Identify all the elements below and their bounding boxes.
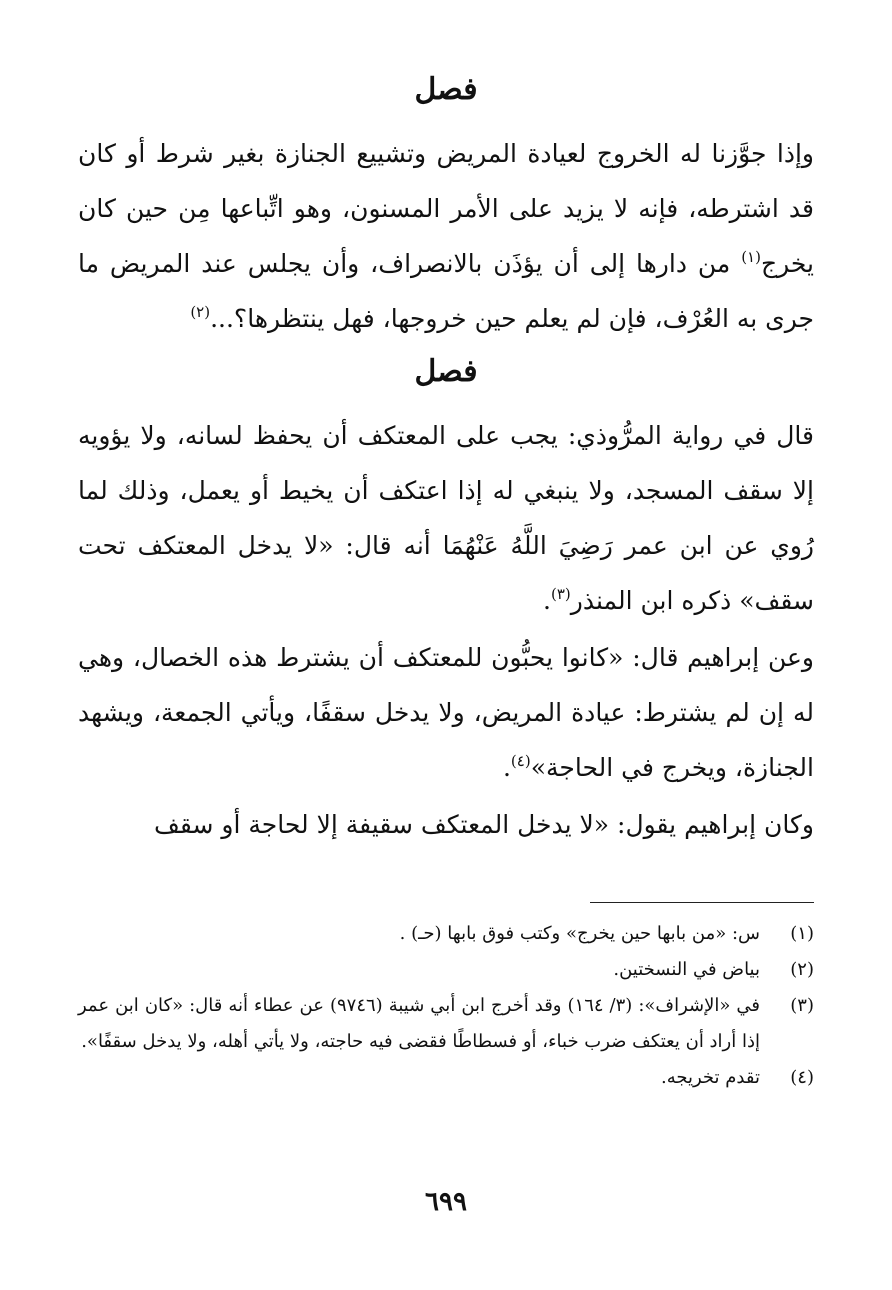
section-heading-1: فصل xyxy=(414,72,478,107)
footnote-text: تقدم تخريجه. xyxy=(661,1067,760,1088)
paragraph-1-end: . xyxy=(543,586,551,615)
page-number: ٦٩٩ xyxy=(425,1187,467,1217)
footnote-ref-4[interactable]: (٤) xyxy=(510,752,531,770)
section1-paragraph xyxy=(78,126,814,346)
section2-paragraph-1 xyxy=(78,408,814,628)
footnote-ref-3[interactable]: (٣) xyxy=(550,585,571,603)
footnote-item xyxy=(78,916,814,952)
footnote-separator xyxy=(590,902,814,903)
footnote-text: في «الإشراف»: (٣/ ١٦٤) وقد أخرج ابن أبي شيبة (٩٧٤٦) عن عطاء أنه قال: «كان ابن عمر إذا أراد أن يعتكف ضرب خباء، أو فسطاطًا فقضى فيه حاجته، ولا يأتي أهله، ولا يدخل سقفًا». xyxy=(78,995,760,1052)
paragraph-3-text: وكان إبراهيم يقول: «لا يدخل المعتكف سقيفة إلا لحاجة أو سقف xyxy=(154,810,814,839)
footnote-number: (١) xyxy=(790,923,814,944)
footnotes xyxy=(78,916,814,1096)
footnote-ref-1[interactable]: (١) xyxy=(741,248,761,266)
footnote-item xyxy=(78,988,814,1060)
footnote-number: (٢) xyxy=(790,959,814,980)
footnote-item xyxy=(78,1060,814,1096)
footnote-text: س: «من بابها حين يخرج» وكتب فوق بابها (حـ) . xyxy=(399,923,760,944)
paragraph-2-text: وعن إبراهيم قال: «كانوا يحبُّون للمعتكف أن يشترط هذه الخصال، وهي له إن لم يشترط: عيادة المريض، ولا يدخل سقفًا، ويأتي الجمعة، ويشهد الجنازة، ويخرج في الحاجة» xyxy=(78,643,814,782)
footnote-ref-2[interactable]: (٢) xyxy=(190,303,211,321)
paragraph-2-end: . xyxy=(502,753,511,782)
footnote-item xyxy=(78,952,814,988)
section1-text: وإذا جوَّزنا له الخروج لعيادة المريض وتشييع الجنازة بغير شرط أو كان قد اشترطه، فإنه لا يزيد على الأمر المسنون، وهو اتِّباعها مِن حين كان يخرج xyxy=(78,139,814,278)
footnote-number: (٤) xyxy=(790,1067,814,1088)
section2-paragraph-2 xyxy=(78,630,814,795)
section1-text-2: من دارها إلى أن يؤذَن بالانصراف، وأن يجلس عند المريض ما جرى به العُرْف، فإن لم يعلم حين خروجها، فهل ينتظرها؟... xyxy=(78,249,814,333)
section-heading-2: فصل xyxy=(414,354,478,389)
paragraph-1-text: قال في رواية المرُّوذي: يجب على المعتكف أن يحفظ لسانه، ولا يؤويه إلا سقف المسجد، ولا ينبغي له إذا اعتكف أن يخيط أو يعمل، وذلك لما رُوي عن ابن عمر رَضِيَ اللَّهُ عَنْهُمَا أنه قال: «لا يدخل المعتكف تحت سقف» ذكره ابن المنذر xyxy=(78,421,814,615)
footnote-text: بياض في النسختين. xyxy=(613,959,760,980)
section2-paragraph-3 xyxy=(78,797,814,852)
footnote-number: (٣) xyxy=(790,995,814,1016)
